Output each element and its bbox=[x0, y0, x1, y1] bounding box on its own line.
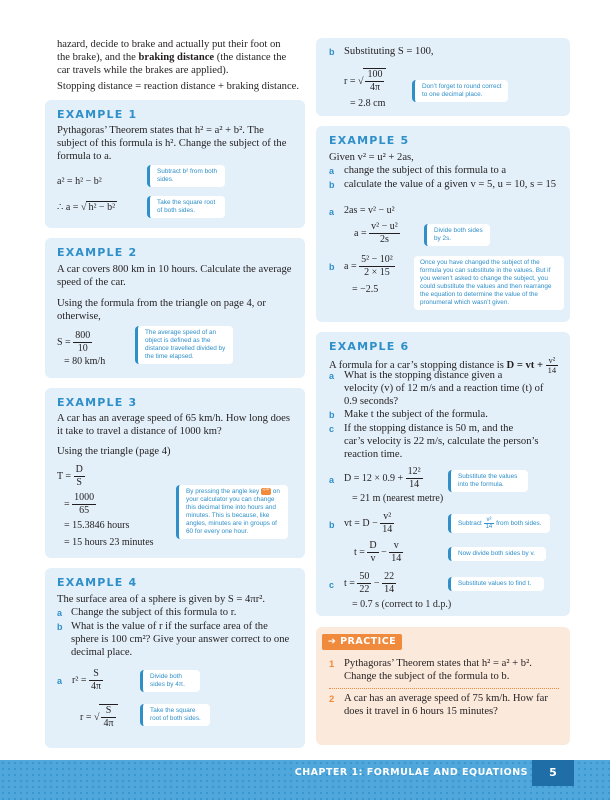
denominator: v bbox=[370, 553, 376, 564]
example-2-title: EXAMPLE 2 bbox=[57, 246, 138, 259]
solution-label: a bbox=[57, 676, 63, 686]
sqrt-icon: √ bbox=[93, 711, 100, 723]
fraction bbox=[382, 571, 396, 596]
numerator: v² − u² bbox=[371, 221, 398, 232]
fraction bbox=[546, 356, 559, 375]
numerator: v² bbox=[484, 517, 495, 524]
fraction bbox=[72, 492, 96, 517]
numerator: v² bbox=[546, 356, 559, 366]
denominator: 2s bbox=[379, 234, 389, 245]
example-5-step: 2as = v² − u² bbox=[344, 205, 395, 216]
page-number: 5 bbox=[532, 760, 574, 786]
example-4-part-b: What is the value of r if the surface area of the bbox=[71, 621, 268, 632]
hint-text: Subtract bbox=[458, 520, 482, 528]
example-3-title: EXAMPLE 3 bbox=[57, 396, 138, 409]
intro-line: hazard, decide to brake and actually put their foot on bbox=[57, 39, 281, 50]
example-6-hint: Substitute the values into the formula. bbox=[448, 470, 528, 492]
numerator: S bbox=[89, 668, 103, 681]
fraction bbox=[74, 464, 85, 489]
example-4-hint: Divide both sides by 4π. bbox=[140, 670, 200, 692]
minus-sign: − bbox=[381, 546, 387, 558]
fraction bbox=[357, 571, 371, 596]
fraction bbox=[484, 517, 495, 530]
example-2-question: speed of the car. bbox=[57, 277, 126, 288]
numerator: 1000 bbox=[74, 492, 95, 503]
part-label: b bbox=[329, 47, 335, 57]
example-4-part-b: sphere is 100 cm²? Give your answer correct to one bbox=[71, 634, 290, 645]
numerator: 5² − 10² bbox=[361, 254, 393, 265]
equation-lhs: S = bbox=[57, 336, 71, 348]
numerator: v bbox=[389, 540, 403, 553]
practice-divider bbox=[329, 688, 559, 689]
example-1-hint: Take the square root of both sides. bbox=[147, 196, 225, 218]
denominator: 14 bbox=[485, 524, 493, 530]
numerator: 100 bbox=[367, 69, 383, 80]
denominator: 22 bbox=[359, 584, 370, 595]
example-6-part-c: If the stopping distance is 50 m, and the bbox=[344, 423, 514, 434]
numerator: 22 bbox=[384, 571, 395, 582]
solution-label: b bbox=[329, 520, 335, 530]
fraction bbox=[367, 540, 378, 565]
practice-question: Change the subject of the formula to b. bbox=[344, 671, 510, 682]
example-6-part-a: velocity (v) of 12 m/s and a reaction time (t) of bbox=[344, 383, 544, 394]
part-label: b bbox=[57, 622, 63, 632]
part-label: b bbox=[329, 180, 335, 190]
example-5-hint: Divide both sides by 2s. bbox=[424, 224, 490, 246]
example-3-result: = 15 hours 23 minutes bbox=[64, 537, 154, 548]
example-3-hint bbox=[176, 485, 288, 539]
calculator-key-icon: °′″ bbox=[262, 488, 269, 495]
hint-text: By pressing the angle key bbox=[186, 488, 260, 495]
denominator: 65 bbox=[79, 505, 90, 516]
example-6-result: = 21 m (nearest metre) bbox=[352, 493, 444, 504]
intro-text-part: (the distance the bbox=[214, 52, 287, 63]
minus-sign: − bbox=[373, 577, 380, 589]
example-4-question: The surface area of a sphere is given by S = 4πr². bbox=[57, 594, 266, 605]
example-6-step bbox=[344, 466, 423, 491]
sqrt-icon: √ bbox=[357, 75, 364, 87]
example-6-part-c: reaction time. bbox=[344, 449, 403, 460]
fraction bbox=[73, 330, 92, 355]
solution-label: a bbox=[329, 207, 335, 217]
fraction bbox=[389, 540, 403, 565]
practice-number: 2 bbox=[329, 694, 335, 705]
example-6-result: = 0.7 s (correct to 1 d.p.) bbox=[352, 599, 452, 610]
example-2-result: = 80 km/h bbox=[64, 356, 106, 367]
example-1-title: EXAMPLE 1 bbox=[57, 108, 138, 121]
equation-lhs: r = bbox=[344, 75, 356, 87]
part-label: a bbox=[57, 608, 63, 618]
numerator: 50 bbox=[359, 571, 370, 582]
practice-number: 1 bbox=[329, 659, 335, 670]
fraction bbox=[369, 221, 400, 246]
example-1-hint: Subtract b² from both sides. bbox=[147, 165, 225, 187]
numerator: D bbox=[369, 540, 377, 551]
numerator: 800 bbox=[75, 330, 91, 341]
radicand bbox=[363, 68, 386, 94]
example-4-equation bbox=[344, 68, 386, 94]
example-2-hint: The average speed of an object is defined as the distance travelled divided by the time elapsed. bbox=[135, 326, 233, 364]
example-4-hint: Take the square root of both sides. bbox=[140, 704, 210, 726]
numerator: S bbox=[101, 705, 115, 718]
example-2-equation bbox=[57, 330, 92, 355]
denominator: 14 bbox=[547, 365, 557, 375]
formula-text: D = vt + bbox=[506, 359, 544, 371]
example-3-result: = 15.3846 hours bbox=[64, 520, 130, 531]
example-4-equation bbox=[80, 704, 118, 730]
example-3-question: Using the triangle (page 4) bbox=[57, 446, 171, 457]
part-label: a bbox=[329, 371, 335, 381]
practice-question: Pythagoras’ Theorem states that h² = a² + b². bbox=[344, 658, 532, 669]
root-prefix: ∴ a = √ bbox=[57, 202, 87, 213]
example-1-step: a² = h² − b² bbox=[57, 176, 102, 187]
equation-lhs: r = bbox=[80, 711, 92, 723]
example-5-result: = −2.5 bbox=[352, 284, 379, 295]
example-6-title: EXAMPLE 6 bbox=[329, 340, 410, 353]
example-6-step bbox=[344, 571, 396, 596]
intro-line bbox=[57, 51, 286, 65]
intro-bold-term: braking distance bbox=[138, 52, 215, 63]
denominator: 2 × 15 bbox=[364, 267, 390, 278]
part-label: b bbox=[329, 410, 335, 420]
numerator: v² bbox=[380, 511, 394, 524]
equation-lhs: a = bbox=[354, 227, 367, 239]
fraction bbox=[406, 466, 423, 491]
denominator: S bbox=[76, 477, 82, 488]
example-2-question: A car covers 800 km in 10 hours. Calculate the average bbox=[57, 264, 292, 275]
example-1-question: subject of this formula is h². Change the subject of the bbox=[57, 138, 287, 149]
example-5-step bbox=[344, 254, 395, 279]
numerator: D bbox=[75, 464, 83, 475]
example-5-hint: Once you have changed the subject of the formula you can substitute in the values. But if you weren’t asked to change the subject, you could substitute the values and then rearrange the equation to determine the value of the pronumeral which wasn’t given. bbox=[414, 256, 564, 310]
fraction bbox=[101, 705, 115, 730]
example-3-equation bbox=[64, 492, 96, 517]
intro-line: car travels while the brakes are applied). bbox=[57, 65, 229, 76]
example-6-part-a: 0.9 seconds? bbox=[344, 396, 399, 407]
part-label: c bbox=[329, 424, 335, 434]
intro-line: Stopping distance = reaction distance + braking distance. bbox=[57, 81, 300, 92]
example-4-hint: Don’t forget to round correct to one decimal place. bbox=[412, 80, 508, 102]
example-5-title: EXAMPLE 5 bbox=[329, 134, 410, 147]
part-label: a bbox=[329, 166, 335, 176]
equation-lhs: T = bbox=[57, 470, 72, 482]
solution-label: a bbox=[329, 475, 335, 485]
practice-tag: ➔ PRACTICE bbox=[322, 634, 402, 650]
denominator: 4π bbox=[90, 681, 102, 692]
example-6-part-b: Make t the subject of the formula. bbox=[344, 409, 488, 420]
denominator: 4π bbox=[103, 718, 114, 729]
example-4-part-a: Change the subject of this formula to r. bbox=[71, 607, 237, 618]
example-5-question: Given v² = u² + 2as, bbox=[329, 152, 414, 163]
example-2-question: Using the formula from the triangle on page 4, or bbox=[57, 298, 266, 309]
example-6-part-a: What is the stopping distance given a bbox=[344, 370, 503, 381]
radicand bbox=[99, 704, 117, 730]
example-5-part-b: calculate the value of a given v = 5, u = 10, s = 15 bbox=[344, 179, 557, 190]
equation-lhs: r² = bbox=[72, 674, 87, 686]
example-6-hint: Now divide both sides by v. bbox=[448, 547, 546, 561]
solution-label: b bbox=[329, 262, 335, 272]
chapter-title: CHAPTER 1: FORMULAE AND EQUATIONS bbox=[294, 767, 528, 778]
example-6-hint: Substitute values to find t. bbox=[448, 577, 544, 591]
equals-sign: = bbox=[64, 498, 70, 510]
fraction bbox=[365, 69, 384, 94]
example-3-question: A car has an average speed of 65 km/h. How long does bbox=[57, 413, 290, 424]
example-4-part-b: decimal place. bbox=[71, 647, 133, 658]
hint-text: on your calculator you can change this decimal time into hours and minutes. This is because, like angles, minutes are in groups of 60 for every one hour. bbox=[186, 488, 280, 535]
fraction bbox=[380, 511, 394, 536]
example-4-substitution: Substituting S = 100, bbox=[344, 46, 434, 57]
example-3-equation bbox=[57, 464, 85, 489]
equation-lhs: t = bbox=[354, 546, 365, 558]
fraction bbox=[359, 254, 395, 279]
footer-band bbox=[0, 760, 610, 800]
example-1-question: formula to a. bbox=[57, 151, 112, 162]
example-1-step bbox=[57, 201, 117, 214]
solution-label: c bbox=[329, 580, 335, 590]
example-1-question: Pythagoras’ Theorem states that h² = a² + b². The bbox=[57, 125, 264, 136]
example-6-hint bbox=[448, 514, 550, 533]
denominator: 14 bbox=[384, 584, 395, 595]
example-6-part-c: car’s velocity is 22 m/s, calculate the person’s bbox=[344, 436, 539, 447]
denominator: 10 bbox=[77, 343, 88, 354]
numerator: 12² bbox=[407, 466, 421, 477]
example-6-step bbox=[344, 511, 394, 536]
hint-text: from both sides. bbox=[496, 520, 542, 528]
example-4-result: = 2.8 cm bbox=[350, 98, 386, 109]
example-5-step bbox=[354, 221, 400, 246]
practice-question: A car has an average speed of 75 km/h. How far bbox=[344, 693, 548, 704]
equation-lhs: D = 12 × 0.9 + bbox=[344, 472, 404, 484]
example-2-question: otherwise, bbox=[57, 311, 101, 322]
example-4-equation bbox=[72, 668, 103, 693]
denominator: 4π bbox=[369, 82, 381, 93]
equation-lhs: a = bbox=[344, 260, 357, 272]
question-text: A formula for a car’s stopping distance is bbox=[329, 359, 504, 371]
example-6-step bbox=[354, 540, 403, 565]
equation-lhs: vt = D − bbox=[344, 517, 378, 529]
equation-lhs: t = bbox=[344, 577, 355, 589]
example-4-title: EXAMPLE 4 bbox=[57, 576, 138, 589]
practice-question: does it travel in 6 hours 15 minutes? bbox=[344, 706, 498, 717]
intro-text-part: the brake), and the bbox=[57, 52, 139, 63]
example-3-question: it take to travel a distance of 1000 km? bbox=[57, 426, 222, 437]
radicand: h² − b² bbox=[88, 202, 116, 213]
fraction bbox=[89, 668, 103, 693]
denominator: 14 bbox=[409, 479, 420, 490]
example-5-part-a: change the subject of this formula to a bbox=[344, 165, 507, 176]
denominator: 14 bbox=[391, 553, 402, 564]
denominator: 14 bbox=[382, 524, 393, 535]
